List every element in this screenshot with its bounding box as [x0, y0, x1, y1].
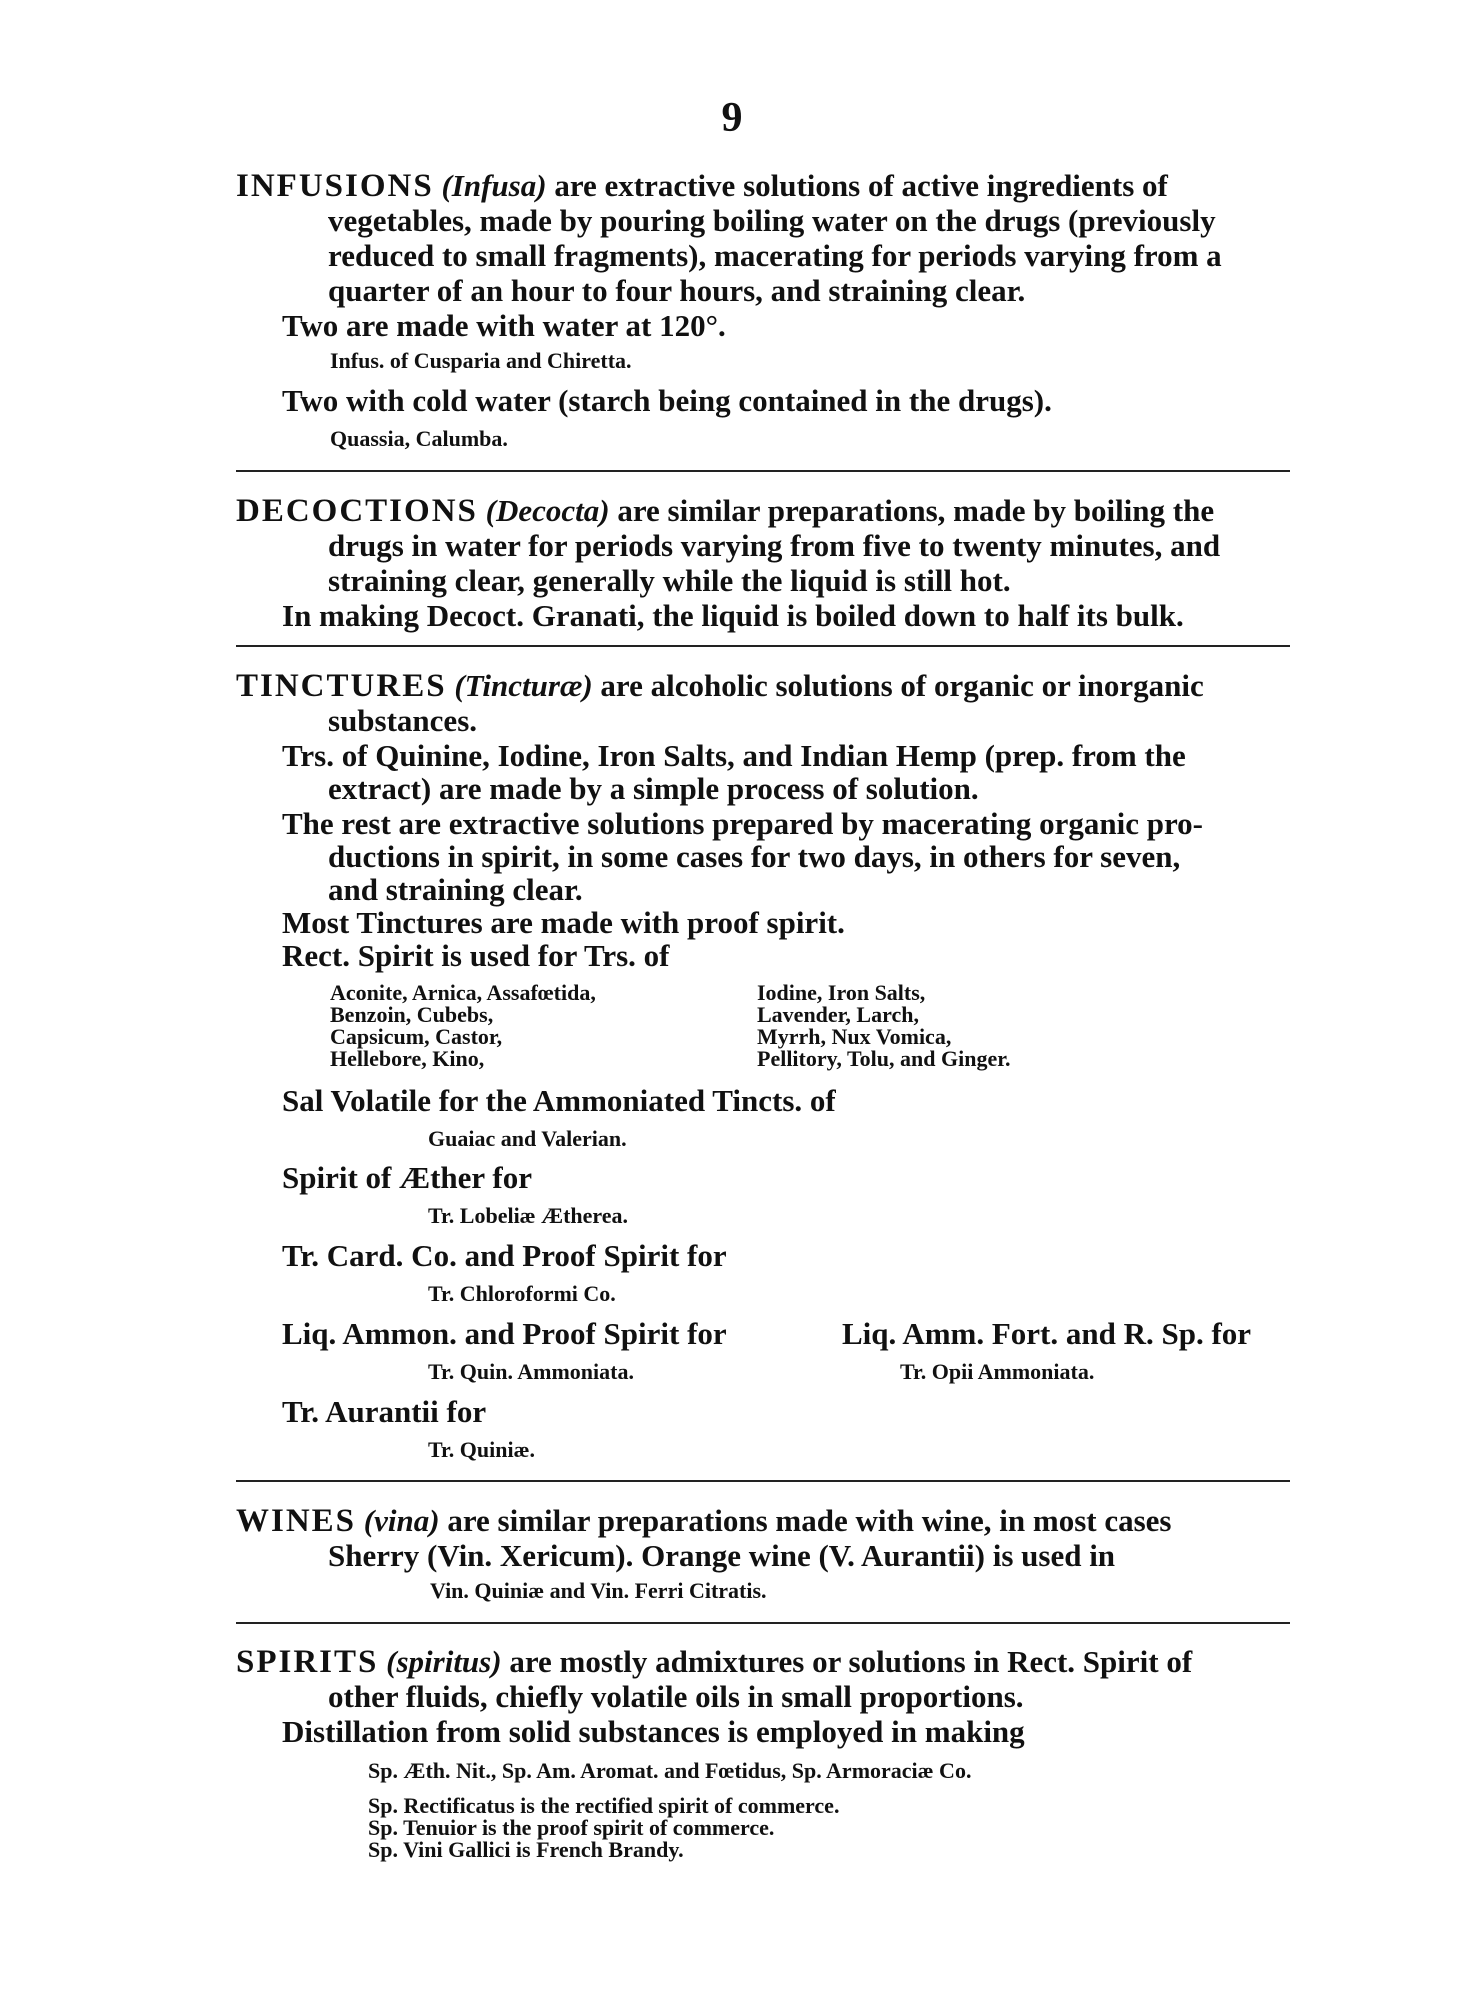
- aurantii-sub: Tr. Quiniæ.: [428, 1437, 535, 1462]
- infusions-latin: (Infusa): [441, 168, 547, 203]
- tinctures-list-left-1: Aconite, Arnica, Assafœtida,: [330, 980, 596, 1005]
- spirits-latin: (spiritus): [386, 1644, 502, 1679]
- page-number: 9: [721, 95, 743, 141]
- tinctures-list-left-3: Capsicum, Castor,: [330, 1024, 503, 1049]
- liq-amm-fort-sub: Tr. Opii Ammoniata.: [900, 1359, 1095, 1384]
- spirits-line-5: Sp. Rectificatus is the rectified spirit of commerce.: [368, 1793, 840, 1818]
- infusions-line-8: Quassia, Calumba.: [330, 426, 508, 451]
- spirits-line-4: Sp. Æth. Nit., Sp. Am. Aromat. and Fœtidus, Sp. Armoraciæ Co.: [368, 1758, 972, 1783]
- tinctures-list-right-4: Pellitory, Tolu, and Ginger.: [757, 1046, 1011, 1071]
- wines-heading: WINES: [236, 1503, 357, 1539]
- tinctures-line-1: [236, 670, 1204, 703]
- liq-ammon-sub: Tr. Quin. Ammoniata.: [428, 1359, 634, 1384]
- infusions-line-4: quarter of an hour to four hours, and straining clear.: [328, 273, 1026, 308]
- aurantii-line: Tr. Aurantii for: [282, 1394, 487, 1429]
- liq-amm-fort-line: Liq. Amm. Fort. and R. Sp. for: [842, 1316, 1252, 1351]
- spirits-line-6: Sp. Tenuior is the proof spirit of commerce.: [368, 1815, 775, 1840]
- tinctures-list-right-2: Lavender, Larch,: [757, 1002, 919, 1027]
- infusions-line-3: reduced to small fragments), macerating for periods varying from a: [328, 238, 1222, 273]
- ether-line: Spirit of Æther for: [282, 1160, 532, 1195]
- tinctures-line-6: ductions in spirit, in some cases for two days, in others for seven,: [328, 839, 1181, 874]
- card-line: Tr. Card. Co. and Proof Spirit for: [282, 1238, 727, 1273]
- tinctures-line-7: and straining clear.: [328, 872, 583, 907]
- ether-sub: Tr. Lobeliæ Ætherea.: [428, 1203, 629, 1228]
- tinctures-list-right-3: Myrrh, Nux Vomica,: [757, 1024, 952, 1049]
- spirits-line-1: [236, 1646, 1192, 1679]
- infusions-line-5: Two are made with water at 120°.: [282, 308, 726, 343]
- sal-volatile-sub: Guaiac and Valerian.: [428, 1126, 627, 1151]
- infusions-heading: INFUSIONS: [236, 168, 434, 204]
- spirits-line-7: Sp. Vini Gallici is French Brandy.: [368, 1837, 684, 1862]
- tinctures-line-5: The rest are extractive solutions prepared by macerating organic pro-: [282, 806, 1203, 841]
- infusions-line-7: Two with cold water (starch being contained in the drugs).: [282, 383, 1052, 418]
- spirits-heading: SPIRITS: [236, 1644, 379, 1680]
- tinctures-line-8: Most Tinctures are made with proof spirit.: [282, 905, 845, 940]
- decoctions-line-4: In making Decoct. Granati, the liquid is boiled down to half its bulk.: [282, 598, 1184, 633]
- wines-text: are similar preparations made with wine, in most cases: [439, 1503, 1172, 1538]
- wines-line-1: [236, 1505, 1171, 1538]
- tinctures-line-3: Trs. of Quinine, Iodine, Iron Salts, and Indian Hemp (prep. from the: [282, 738, 1186, 773]
- wines-line-3: Vin. Quiniæ and Vin. Ferri Citratis.: [430, 1578, 767, 1603]
- divider: [236, 645, 1290, 647]
- tinctures-heading: TINCTURES: [236, 668, 447, 704]
- decoctions-latin: (Decocta): [485, 493, 610, 528]
- decoctions-line-3: straining clear, generally while the liquid is still hot.: [328, 563, 1011, 598]
- tinctures-line-2: substances.: [328, 703, 478, 738]
- spirits-line-3: Distillation from solid substances is employed in making: [282, 1714, 1025, 1749]
- divider: [236, 470, 1290, 472]
- tinctures-list-right-1: Iodine, Iron Salts,: [757, 980, 926, 1005]
- tinctures-text: are alcoholic solutions of organic or inorganic: [592, 668, 1204, 703]
- decoctions-text: are similar preparations, made by boiling the: [609, 493, 1215, 528]
- infusions-line-1: [236, 170, 1168, 203]
- infusions-line-6: Infus. of Cusparia and Chiretta.: [330, 348, 632, 373]
- spirits-line-2: other fluids, chiefly volatile oils in small proportions.: [328, 1679, 1024, 1714]
- tinctures-latin: (Tincturæ): [454, 668, 593, 703]
- tinctures-line-9: Rect. Spirit is used for Trs. of: [282, 938, 670, 973]
- spirits-text: are mostly admixtures or solutions in Rect. Spirit of: [501, 1644, 1193, 1679]
- wines-latin: (vina): [363, 1503, 440, 1538]
- divider: [236, 1480, 1290, 1482]
- decoctions-line-2: drugs in water for periods varying from five to twenty minutes, and: [328, 528, 1221, 563]
- decoctions-heading: DECOCTIONS: [236, 493, 478, 529]
- infusions-text: are extractive solutions of active ingredients of: [546, 168, 1168, 203]
- card-sub: Tr. Chloroformi Co.: [428, 1281, 616, 1306]
- decoctions-line-1: [236, 495, 1214, 528]
- sal-volatile-line: Sal Volatile for the Ammoniated Tincts. of: [282, 1083, 836, 1118]
- infusions-line-2: vegetables, made by pouring boiling water on the drugs (previously: [328, 203, 1216, 238]
- divider: [236, 1622, 1290, 1624]
- tinctures-list-left-4: Hellebore, Kino,: [330, 1046, 485, 1071]
- liq-ammon-line: Liq. Ammon. and Proof Spirit for: [282, 1316, 727, 1351]
- tinctures-list-left-2: Benzoin, Cubebs,: [330, 1002, 494, 1027]
- wines-line-2: Sherry (Vin. Xericum). Orange wine (V. Aurantii) is used in: [328, 1538, 1116, 1573]
- tinctures-line-4: extract) are made by a simple process of solution.: [328, 771, 979, 806]
